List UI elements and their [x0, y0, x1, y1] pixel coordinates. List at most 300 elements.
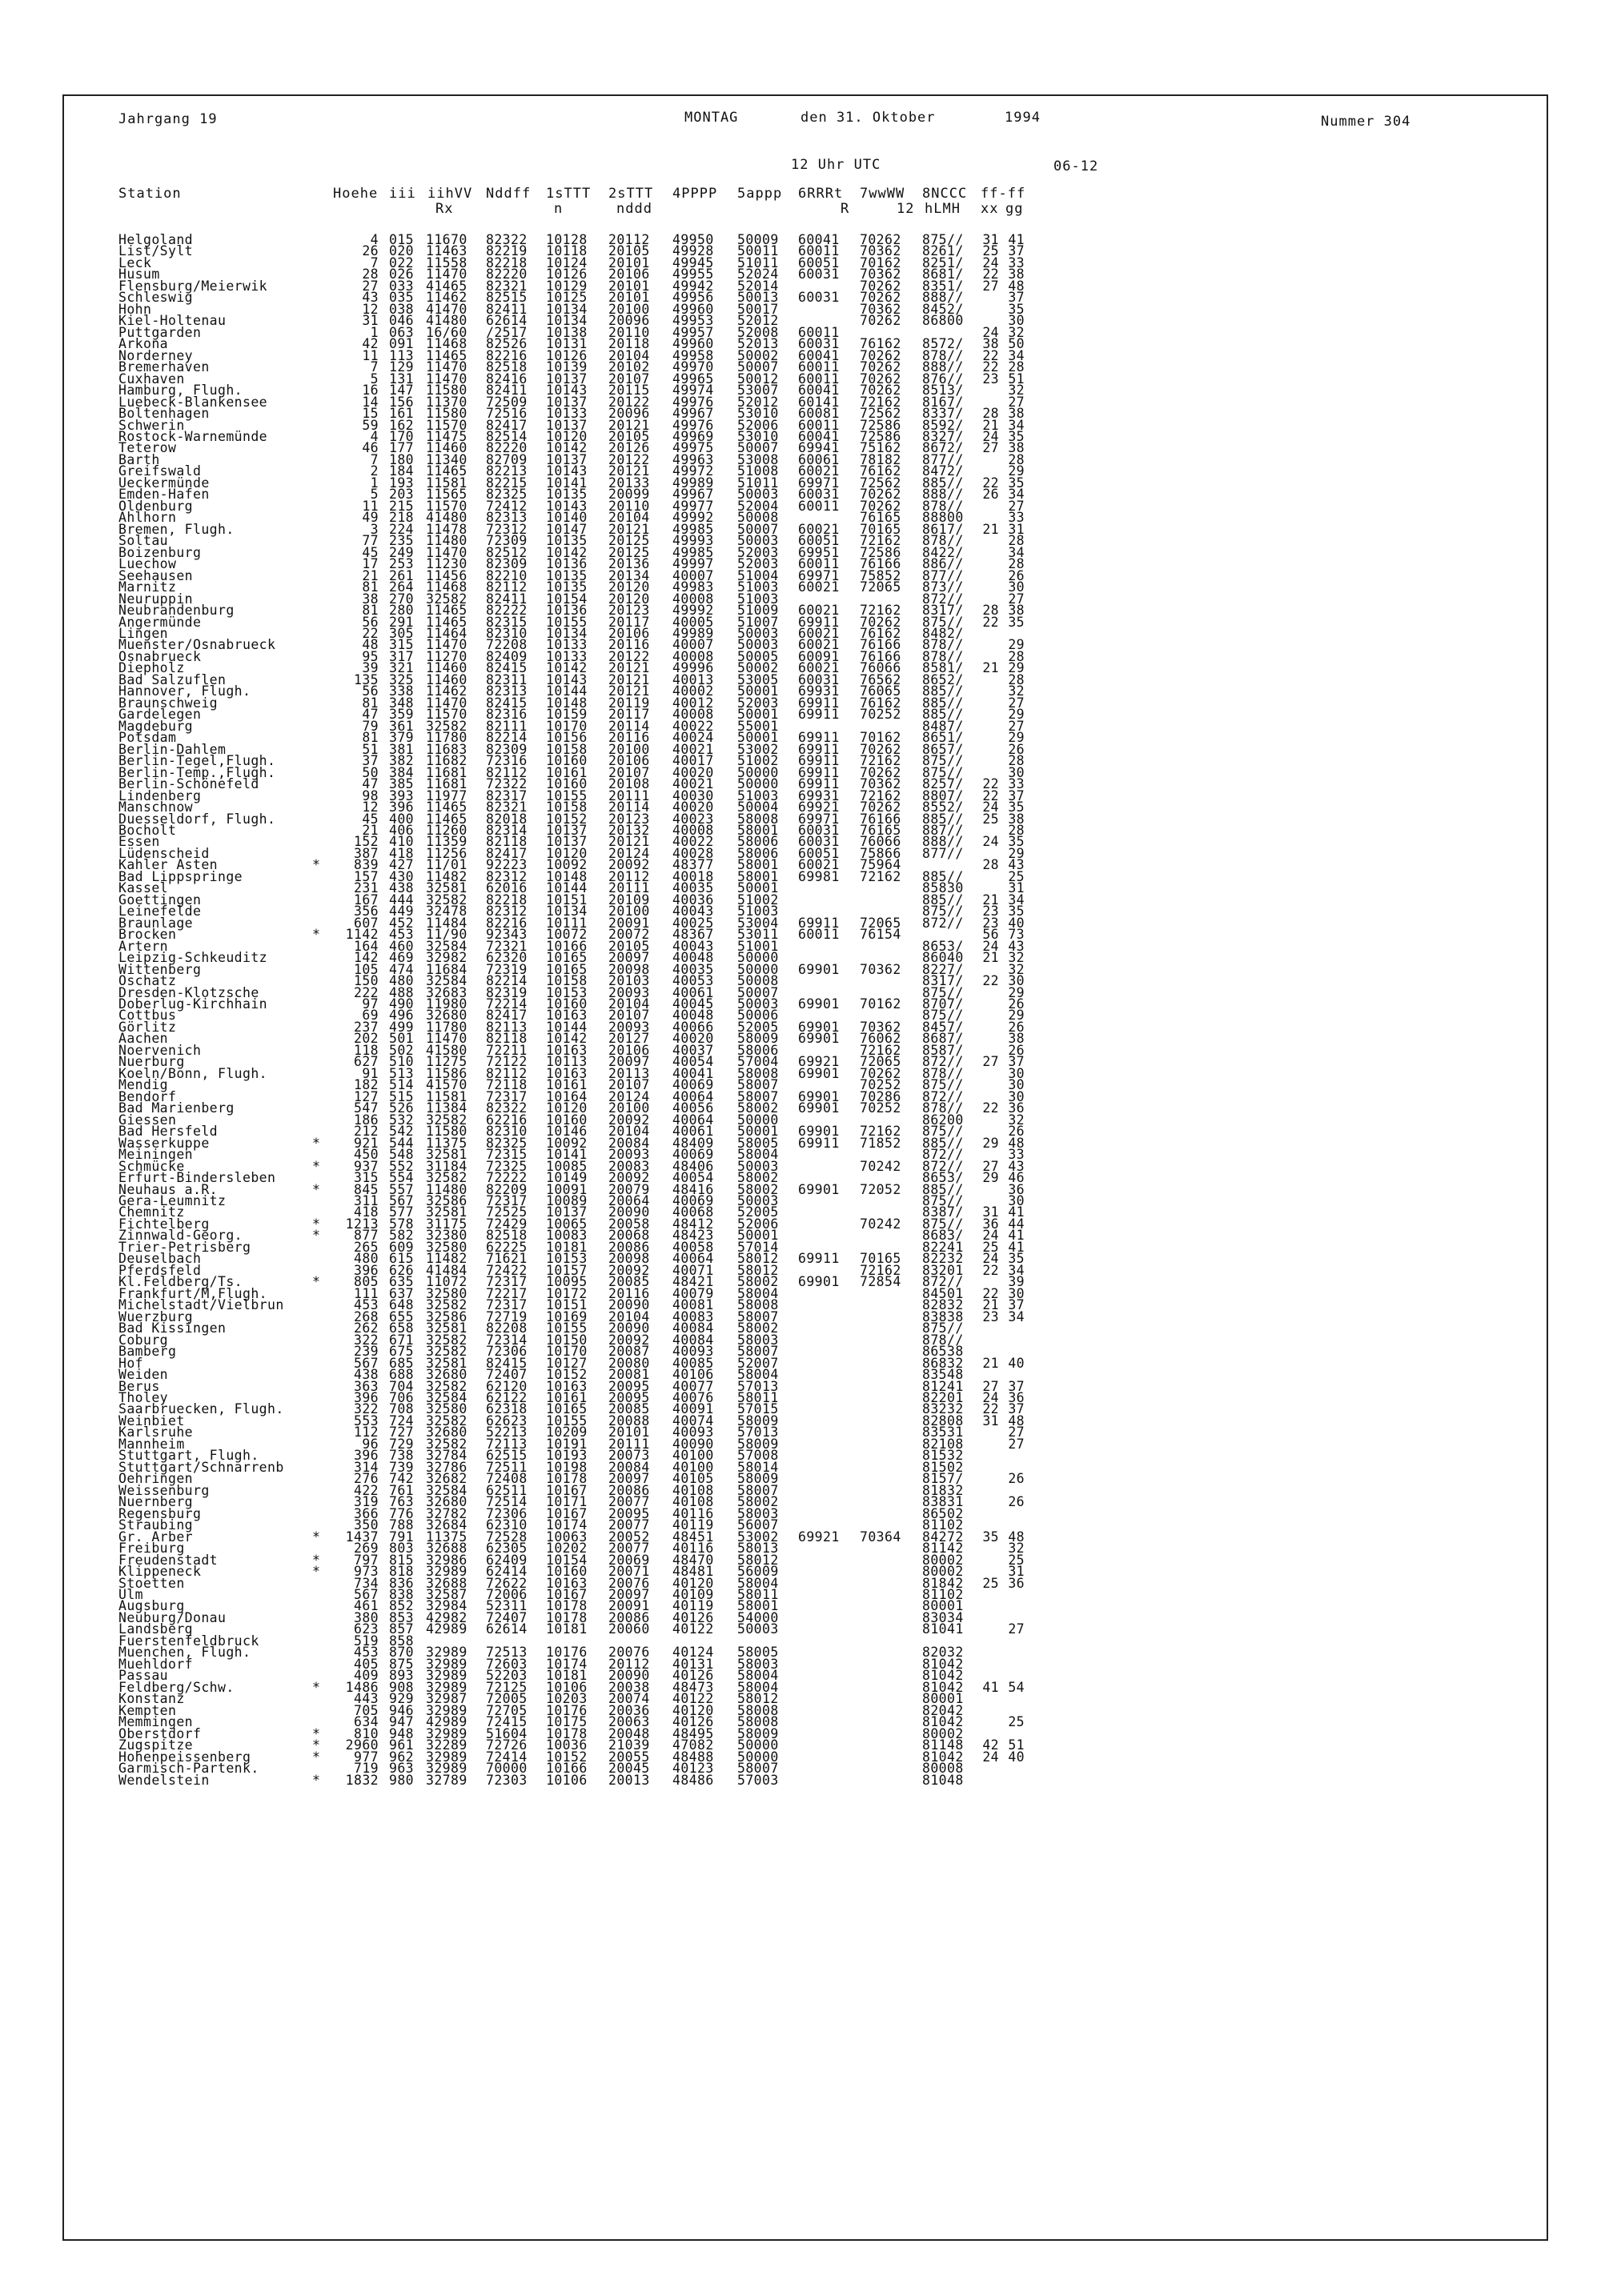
- nccc-cell: 8261/: [922, 243, 964, 259]
- pppp-cell: 49983: [672, 579, 714, 595]
- rrrt-cell: 60031: [798, 671, 840, 687]
- sttt2-cell: 20092: [608, 1112, 650, 1128]
- sttt2-cell: 20068: [608, 1228, 650, 1244]
- station-name: Wasserkuppe: [118, 1135, 210, 1151]
- ff2-cell: 37: [1008, 1054, 1025, 1070]
- iii-cell: 315: [389, 637, 415, 653]
- appp-cell: 50002: [737, 347, 779, 363]
- ff1-cell: 24: [982, 834, 999, 850]
- sttt1-cell: 10134: [546, 625, 588, 641]
- appp-cell: 50001: [737, 707, 779, 723]
- hoehe-cell: 15: [362, 406, 379, 422]
- iihvv-cell: 11581: [426, 1088, 467, 1104]
- pppp-cell: 40108: [672, 1494, 714, 1510]
- sttt2-cell: 20095: [608, 1378, 650, 1394]
- ff2-cell: 27: [1008, 1621, 1025, 1637]
- sttt2-cell: 20114: [608, 799, 650, 815]
- sttt1-cell: 10127: [546, 1355, 588, 1371]
- hoehe-cell: 845: [353, 1181, 379, 1197]
- iii-cell: 908: [389, 1679, 415, 1695]
- sttt1-cell: 10156: [546, 730, 588, 746]
- pppp-cell: 40126: [672, 1714, 714, 1730]
- ff2-cell: 37: [1008, 243, 1025, 259]
- iii-cell: 224: [389, 521, 415, 537]
- iii-cell: 648: [389, 1297, 415, 1313]
- sttt1-cell: 10155: [546, 1320, 588, 1336]
- hoehe-cell: 396: [353, 1390, 379, 1405]
- table-row: [64, 1773, 1105, 1788]
- col-7wwww: 7wwWW: [860, 186, 905, 202]
- pppp-cell: 40093: [672, 1344, 714, 1360]
- nddff-cell: 72429: [486, 1216, 528, 1232]
- sttt2-cell: 20088: [608, 1412, 650, 1428]
- iihvv-cell: 11460: [426, 660, 467, 676]
- station-name: Freiburg: [118, 1541, 185, 1557]
- appp-cell: 50001: [737, 683, 779, 699]
- col-iihvv-sub: Rx: [435, 201, 454, 217]
- iihvv-cell: 11586: [426, 1065, 467, 1081]
- wwww-cell: 70262: [860, 383, 901, 399]
- sttt2-cell: 20105: [608, 938, 650, 954]
- nccc-cell: 80001: [922, 1691, 964, 1707]
- mountain-station-marker: *: [312, 857, 321, 873]
- wwww-cell: 70252: [860, 1100, 901, 1116]
- pppp-cell: 40069: [672, 1147, 714, 1163]
- ff1-cell: 38: [982, 336, 999, 352]
- hoehe-cell: 21: [362, 567, 379, 583]
- sttt2-cell: 20121: [608, 671, 650, 687]
- pppp-cell: 40061: [672, 984, 714, 1000]
- appp-cell: 58007: [737, 1482, 779, 1498]
- nccc-cell: 8317/: [922, 973, 964, 989]
- wwww-cell: 76166: [860, 811, 901, 827]
- rrrt-cell: 60011: [798, 371, 840, 387]
- pppp-cell: 48367: [672, 927, 714, 943]
- sttt2-cell: 20063: [608, 1714, 650, 1730]
- nccc-cell: 8687/: [922, 1031, 964, 1047]
- wwww-cell: 70262: [860, 799, 901, 815]
- iihvv-cell: 32581: [426, 880, 467, 896]
- station-name: Stuttgart/Schnarrenb: [118, 1459, 284, 1475]
- ff1-cell: 31: [982, 1412, 999, 1428]
- nddff-cell: 82118: [486, 834, 528, 850]
- iihvv-cell: 11681: [426, 764, 467, 780]
- iii-cell: 063: [389, 324, 415, 340]
- rrrt-cell: 69901: [798, 1100, 840, 1116]
- wwww-cell: 70286: [860, 1088, 901, 1104]
- ff1-cell: 23: [982, 904, 999, 920]
- ff1-cell: 24: [982, 1251, 999, 1267]
- hoehe-cell: 356: [353, 904, 379, 920]
- col-ff: ff-ff: [981, 186, 1026, 202]
- iihvv-cell: 32989: [426, 1749, 467, 1765]
- ff2-cell: 26: [1008, 567, 1025, 583]
- ff1-cell: 22: [982, 359, 999, 375]
- mountain-station-marker: *: [312, 1737, 321, 1753]
- ff2-cell: 30: [1008, 1088, 1025, 1104]
- rrrt-cell: 60021: [798, 637, 840, 653]
- wwww-cell: 72586: [860, 544, 901, 560]
- nddff-cell: 82316: [486, 707, 528, 723]
- nddff-cell: 82220: [486, 266, 528, 282]
- sttt1-cell: 10191: [546, 1436, 588, 1452]
- hoehe-cell: 265: [353, 1239, 379, 1255]
- sttt2-cell: 20111: [608, 1436, 650, 1452]
- station-name: Manschnow: [118, 799, 194, 815]
- ff2-cell: 37: [1008, 1378, 1025, 1394]
- hoehe-cell: 43: [362, 290, 379, 306]
- hoehe-cell: 839: [353, 857, 379, 873]
- rrrt-cell: 69911: [798, 707, 840, 723]
- ff2-cell: 38: [1008, 266, 1025, 282]
- pppp-cell: 49945: [672, 254, 714, 270]
- ff2-cell: 25: [1008, 1714, 1025, 1730]
- pppp-cell: 49942: [672, 278, 714, 294]
- appp-cell: 57003: [737, 1772, 779, 1788]
- nddff-cell: 82310: [486, 1124, 528, 1140]
- appp-cell: 53005: [737, 671, 779, 687]
- nddff-cell: 72303: [486, 1772, 528, 1788]
- station-name: Barth: [118, 451, 160, 467]
- iii-cell: 875: [389, 1656, 415, 1672]
- appp-cell: 58003: [737, 1505, 779, 1521]
- iii-cell: 046: [389, 313, 415, 329]
- iihvv-cell: 32582: [426, 591, 467, 607]
- hoehe-cell: 118: [353, 1042, 379, 1058]
- sttt1-cell: 10142: [546, 544, 588, 560]
- nccc-cell: 872//: [922, 1088, 964, 1104]
- iihvv-cell: 11565: [426, 487, 467, 503]
- ff2-cell: 26: [1008, 741, 1025, 757]
- station-name: Coburg: [118, 1332, 169, 1348]
- iihvv-cell: 32688: [426, 1575, 467, 1591]
- pppp-cell: 40020: [672, 799, 714, 815]
- pppp-cell: 40079: [672, 1285, 714, 1301]
- sttt1-cell: 10144: [546, 1019, 588, 1035]
- sttt1-cell: 10155: [546, 614, 588, 630]
- ff2-cell: 43: [1008, 857, 1025, 873]
- station-name: Garmisch-Partenk.: [118, 1761, 259, 1777]
- sttt2-cell: 20106: [608, 1042, 650, 1058]
- nddff-cell: 72314: [486, 1332, 528, 1348]
- sttt1-cell: 10134: [546, 301, 588, 317]
- nccc-cell: 875//: [922, 764, 964, 780]
- station-name: Flensburg/Meierwik: [118, 278, 268, 294]
- hoehe-cell: 705: [353, 1702, 379, 1718]
- sttt1-cell: 10139: [546, 359, 588, 375]
- ff2-cell: 37: [1008, 787, 1025, 803]
- rrrt-cell: 60011: [798, 243, 840, 259]
- iihvv-cell: 41570: [426, 1077, 467, 1093]
- wwww-cell: 70262: [860, 359, 901, 375]
- iii-cell: 022: [389, 254, 415, 270]
- pppp-cell: 49957: [672, 324, 714, 340]
- pppp-cell: 40124: [672, 1645, 714, 1661]
- nccc-cell: 878//: [922, 637, 964, 653]
- sttt1-cell: 10118: [546, 243, 588, 259]
- sttt2-cell: 20069: [608, 1552, 650, 1568]
- iihvv-cell: 32581: [426, 1204, 467, 1220]
- sttt1-cell: 10137: [546, 834, 588, 850]
- ff2-cell: 29: [1008, 463, 1025, 479]
- iii-cell: 359: [389, 707, 415, 723]
- nddff-cell: 62318: [486, 1401, 528, 1417]
- ff2-cell: 26: [1008, 1019, 1025, 1035]
- pppp-cell: 40036: [672, 892, 714, 908]
- nccc-cell: 8251/: [922, 254, 964, 270]
- sttt1-cell: 10160: [546, 1112, 588, 1128]
- station-name: Giessen: [118, 1112, 177, 1128]
- pppp-cell: 40109: [672, 1586, 714, 1602]
- rrrt-cell: 60011: [798, 417, 840, 433]
- sttt2-cell: 20083: [608, 1158, 650, 1174]
- nddff-cell: 62016: [486, 880, 528, 896]
- iihvv-cell: 11462: [426, 683, 467, 699]
- nccc-cell: 81042: [922, 1749, 964, 1765]
- hoehe-cell: 212: [353, 1124, 379, 1140]
- wwww-cell: 70262: [860, 487, 901, 503]
- hoehe-cell: 7: [370, 451, 379, 467]
- iii-cell: 815: [389, 1552, 415, 1568]
- nccc-cell: 84501: [922, 1285, 964, 1301]
- sttt2-cell: 20107: [608, 1077, 650, 1093]
- sttt1-cell: 10083: [546, 1228, 588, 1244]
- iihvv-cell: 32582: [426, 1344, 467, 1360]
- appp-cell: 50017: [737, 301, 779, 317]
- pppp-cell: 47082: [672, 1737, 714, 1753]
- iihvv-cell: 32580: [426, 1285, 467, 1301]
- ff2-cell: 30: [1008, 1077, 1025, 1093]
- iihvv-cell: 41480: [426, 510, 467, 526]
- station-name: Kassel: [118, 880, 169, 896]
- nccc-cell: 8472/: [922, 463, 964, 479]
- nccc-cell: 81042: [922, 1668, 964, 1684]
- sttt2-cell: 20085: [608, 1274, 650, 1290]
- iii-cell: 724: [389, 1412, 415, 1428]
- appp-cell: 58002: [737, 1170, 779, 1186]
- iihvv-cell: 11470: [426, 266, 467, 282]
- nddff-cell: 82112: [486, 764, 528, 780]
- iii-cell: 929: [389, 1691, 415, 1707]
- hoehe-cell: 222: [353, 984, 379, 1000]
- iii-cell: 203: [389, 487, 415, 503]
- pppp-cell: 40035: [672, 880, 714, 896]
- appp-cell: 50000: [737, 764, 779, 780]
- iihvv-cell: 32584: [426, 973, 467, 989]
- pppp-cell: 40122: [672, 1691, 714, 1707]
- iihvv-cell: 32989: [426, 1761, 467, 1777]
- appp-cell: 50003: [737, 487, 779, 503]
- sttt2-cell: 20105: [608, 243, 650, 259]
- iii-cell: 635: [389, 1274, 415, 1290]
- sttt1-cell: 10163: [546, 1575, 588, 1591]
- nccc-cell: 877//: [922, 451, 964, 467]
- ff1-cell: 21: [982, 892, 999, 908]
- iii-cell: 474: [389, 961, 415, 977]
- pppp-cell: 49992: [672, 510, 714, 526]
- pppp-cell: 40043: [672, 904, 714, 920]
- ff1-cell: 27: [982, 440, 999, 456]
- ff2-cell: 27: [1008, 718, 1025, 734]
- wwww-cell: 72162: [860, 1124, 901, 1140]
- appp-cell: 58007: [737, 1088, 779, 1104]
- hoehe-cell: 276: [353, 1471, 379, 1487]
- hoehe-cell: 11: [362, 498, 379, 514]
- nddff-cell: 82518: [486, 359, 528, 375]
- appp-cell: 50007: [737, 984, 779, 1000]
- nddff-cell: 62305: [486, 1541, 528, 1557]
- station-name: Hamburg, Flugh.: [118, 383, 243, 399]
- rrrt-cell: 60041: [798, 347, 840, 363]
- hoehe-cell: 380: [353, 1609, 379, 1625]
- sttt2-cell: 20108: [608, 776, 650, 792]
- iii-cell: 557: [389, 1181, 415, 1197]
- sttt1-cell: 10138: [546, 324, 588, 340]
- station-name: Osnabrueck: [118, 648, 202, 664]
- sttt1-cell: 10154: [546, 1552, 588, 1568]
- nccc-cell: 872//: [922, 591, 964, 607]
- rrrt-cell: 60021: [798, 660, 840, 676]
- sttt2-cell: 20086: [608, 1609, 650, 1625]
- col-1sttt-sub: n: [554, 201, 564, 217]
- wwww-cell: 70362: [860, 1019, 901, 1035]
- iihvv-cell: 41484: [426, 1262, 467, 1278]
- sttt2-cell: 20120: [608, 579, 650, 595]
- rrrt-cell: 69951: [798, 544, 840, 560]
- nccc-cell: 85830: [922, 880, 964, 896]
- iii-cell: 033: [389, 278, 415, 294]
- hoehe-cell: 47: [362, 776, 379, 792]
- wwww-cell: 72065: [860, 1054, 901, 1070]
- sttt1-cell: 10158: [546, 741, 588, 757]
- nddff-cell: 72325: [486, 1158, 528, 1174]
- iii-cell: 791: [389, 1529, 415, 1545]
- pppp-cell: 40058: [672, 1239, 714, 1255]
- sttt1-cell: 10142: [546, 440, 588, 456]
- wwww-cell: 70262: [860, 498, 901, 514]
- hoehe-cell: 157: [353, 868, 379, 884]
- nccc-cell: 8513/: [922, 383, 964, 399]
- appp-cell: 50007: [737, 359, 779, 375]
- station-name: Wendelstein: [118, 1772, 210, 1788]
- nddff-cell: 72622: [486, 1575, 528, 1591]
- sttt2-cell: 20134: [608, 567, 650, 583]
- iii-cell: 567: [389, 1193, 415, 1208]
- sttt2-cell: 20077: [608, 1517, 650, 1533]
- hoehe-cell: 97: [362, 996, 379, 1012]
- sttt1-cell: 10143: [546, 463, 588, 479]
- appp-cell: 58002: [737, 1320, 779, 1336]
- rrrt-cell: 60021: [798, 463, 840, 479]
- sttt1-cell: 10133: [546, 637, 588, 653]
- ff2-cell: 26: [1008, 1124, 1025, 1140]
- nddff-cell: 82321: [486, 799, 528, 815]
- sttt1-cell: 10154: [546, 591, 588, 607]
- wwww-cell: 76162: [860, 695, 901, 711]
- ff2-cell: 41: [1008, 1204, 1025, 1220]
- pppp-cell: 40048: [672, 1008, 714, 1024]
- pppp-cell: 40105: [672, 1471, 714, 1487]
- nddff-cell: 82214: [486, 973, 528, 989]
- nccc-cell: 8337/: [922, 406, 964, 422]
- wwww-cell: 72854: [860, 1274, 901, 1290]
- pppp-cell: 49928: [672, 243, 714, 259]
- iii-cell: 961: [389, 1737, 415, 1753]
- station-name: Soltau: [118, 533, 169, 549]
- sttt1-cell: 10159: [546, 707, 588, 723]
- sttt1-cell: 10166: [546, 1761, 588, 1777]
- iihvv-cell: 11465: [426, 811, 467, 827]
- station-name: Cuxhaven: [118, 371, 185, 387]
- pppp-cell: 40064: [672, 1112, 714, 1128]
- station-name: Fichtelberg: [118, 1216, 210, 1232]
- nddff-cell: 82213: [486, 463, 528, 479]
- nccc-cell: 8653/: [922, 1170, 964, 1186]
- sttt1-cell: 10163: [546, 1378, 588, 1394]
- hoehe-cell: 1142: [345, 927, 379, 943]
- rrrt-cell: 69901: [798, 1181, 840, 1197]
- sttt1-cell: 10136: [546, 603, 588, 619]
- station-name: Luebeck-Blankensee: [118, 394, 268, 410]
- rrrt-cell: 60051: [798, 845, 840, 861]
- wwww-cell: 72065: [860, 579, 901, 595]
- station-name: Neuburg/Donau: [118, 1609, 227, 1625]
- hoehe-cell: 810: [353, 1725, 379, 1741]
- nddff-cell: 72306: [486, 1344, 528, 1360]
- sttt1-cell: 10135: [546, 533, 588, 549]
- date-label: den 31. Oktober: [800, 110, 936, 126]
- nccc-cell: 8552/: [922, 799, 964, 815]
- sttt2-cell: 20115: [608, 383, 650, 399]
- station-name: Neuhaus a.R.: [118, 1181, 219, 1197]
- ff2-cell: 51: [1008, 1737, 1025, 1753]
- ff1-cell: 24: [982, 324, 999, 340]
- nccc-cell: 82108: [922, 1436, 964, 1452]
- ff2-cell: 48: [1008, 1135, 1025, 1151]
- appp-cell: 52012: [737, 394, 779, 410]
- hoehe-cell: 877: [353, 1228, 379, 1244]
- sttt1-cell: 10165: [546, 961, 588, 977]
- nccc-cell: 82832: [922, 1297, 964, 1313]
- ff2-cell: 29: [1008, 660, 1025, 676]
- appp-cell: 57004: [737, 1054, 779, 1070]
- sttt1-cell: 10151: [546, 892, 588, 908]
- ff2-cell: 54: [1008, 1679, 1025, 1695]
- ff2-cell: 36: [1008, 1181, 1025, 1197]
- hoehe-cell: 977: [353, 1749, 379, 1765]
- sttt1-cell: 10134: [546, 904, 588, 920]
- sttt1-cell: 10174: [546, 1517, 588, 1533]
- sttt2-cell: 20101: [608, 278, 650, 294]
- sttt1-cell: 10158: [546, 973, 588, 989]
- nddff-cell: 82514: [486, 428, 528, 444]
- sttt2-cell: 20111: [608, 880, 650, 896]
- wwww-cell: 75852: [860, 567, 901, 583]
- station-name: Rostock-Warnemünde: [118, 428, 268, 444]
- station-name: Bad Marienberg: [118, 1100, 235, 1116]
- hoehe-cell: 607: [353, 915, 379, 931]
- iihvv-cell: 32986: [426, 1552, 467, 1568]
- pppp-cell: 49985: [672, 521, 714, 537]
- nccc-cell: 8681/: [922, 266, 964, 282]
- sttt1-cell: 10124: [546, 254, 588, 270]
- iii-cell: 291: [389, 614, 415, 630]
- station-name: Konstanz: [118, 1691, 185, 1707]
- rrrt-cell: 60011: [798, 498, 840, 514]
- station-name: Hohenpeissenberg: [118, 1749, 251, 1765]
- nccc-cell: 888//: [922, 290, 964, 306]
- appp-cell: 52003: [737, 556, 779, 572]
